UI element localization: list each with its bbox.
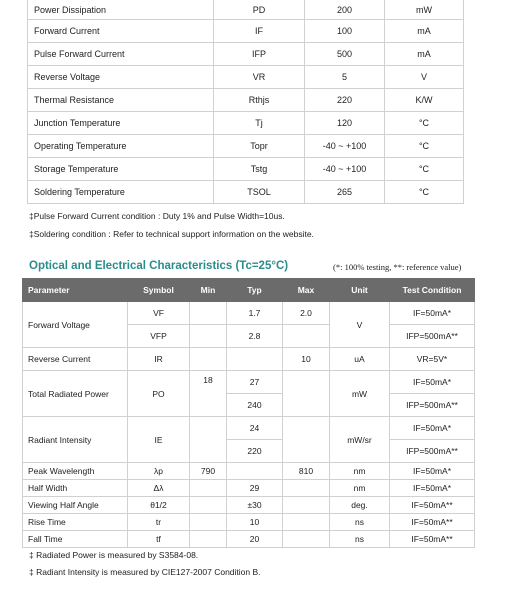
cell-symbol: VFP — [128, 325, 190, 348]
section-note: (*: 100% testing, **: reference value) — [333, 262, 462, 272]
cell-condition: IF=50mA** — [390, 514, 475, 531]
cell-unit: K/W — [385, 89, 464, 112]
cell-typ: 220 — [227, 440, 283, 463]
cell-symbol: TSOL — [214, 181, 305, 204]
characteristics-table — [22, 278, 475, 548]
table-row — [28, 89, 464, 112]
table-row — [23, 371, 475, 394]
cell-symbol: IFP — [214, 43, 305, 66]
cell-unit: °C — [385, 181, 464, 204]
param-total-radiated-power: Total Radiated Power — [23, 371, 128, 417]
cell-condition: IF=50mA* — [390, 371, 475, 394]
cell-condition: IF=50mA** — [390, 531, 475, 548]
cell-symbol: θ1/2 — [128, 497, 190, 514]
cell-unit: mW — [330, 371, 390, 417]
cell-parameter: Forward Current — [28, 20, 214, 43]
cell-unit: °C — [385, 112, 464, 135]
cell-max: 810 — [283, 463, 330, 480]
cell-unit: ns — [330, 531, 390, 548]
cell-condition: IFP=500mA** — [390, 440, 475, 463]
cell-value: -40 ~ +100 — [305, 158, 385, 181]
cell-symbol: PD — [214, 0, 305, 20]
cell-unit: V — [385, 66, 464, 89]
table-row — [28, 181, 464, 204]
cell-symbol: IF — [214, 20, 305, 43]
param-reverse-current: Reverse Current — [23, 348, 128, 371]
table-row — [23, 302, 475, 325]
cell-symbol: VF — [128, 302, 190, 325]
cell-max: 2.0 — [283, 302, 330, 325]
table-row — [28, 43, 464, 66]
param-fall-time: Fall Time — [23, 531, 128, 548]
header-row — [23, 279, 475, 302]
cell-condition: IF=50mA* — [390, 417, 475, 440]
cell-unit: deg. — [330, 497, 390, 514]
cell-unit: mW — [385, 0, 464, 20]
cell-typ: 240 — [227, 394, 283, 417]
cell-typ: 27 — [227, 371, 283, 394]
cell-symbol: Tj — [214, 112, 305, 135]
cell-unit: uA — [330, 348, 390, 371]
cell-symbol: Topr — [214, 135, 305, 158]
header-min: Min — [190, 279, 227, 302]
table-row — [23, 480, 475, 497]
cell-typ: 29 — [227, 480, 283, 497]
cell-parameter: Power Dissipation — [28, 0, 214, 20]
cell-parameter: Thermal Resistance — [28, 89, 214, 112]
cell-value: 5 — [305, 66, 385, 89]
table-row — [23, 497, 475, 514]
cell-symbol: VR — [214, 66, 305, 89]
cell-value: 120 — [305, 112, 385, 135]
cell-parameter: Pulse Forward Current — [28, 43, 214, 66]
cell-max: 10 — [283, 348, 330, 371]
cell-symbol: Rthjs — [214, 89, 305, 112]
header-parameter: Parameter — [23, 279, 128, 302]
cell-typ: 20 — [227, 531, 283, 548]
param-radiant-intensity: Radiant Intensity — [23, 417, 128, 463]
cell-unit: V — [330, 302, 390, 348]
cell-symbol: Δλ — [128, 480, 190, 497]
footnote-soldering: ‡Soldering condition : Refer to technical support information on the website. — [29, 229, 314, 239]
table-row — [28, 158, 464, 181]
header-typ: Typ — [227, 279, 283, 302]
footnote-radiated-power: ‡ Radiated Power is measured by S3584-08. — [29, 550, 199, 560]
cell-parameter: Soldering Temperature — [28, 181, 214, 204]
table-row — [23, 463, 475, 480]
cell-condition: VR=5V* — [390, 348, 475, 371]
cell-symbol: IR — [128, 348, 190, 371]
cell-unit: mA — [385, 43, 464, 66]
cell-unit: nm — [330, 463, 390, 480]
param-rise-time: Rise Time — [23, 514, 128, 531]
cell-value: -40 ~ +100 — [305, 135, 385, 158]
table-row — [28, 66, 464, 89]
param-viewing-half-angle: Viewing Half Angle — [23, 497, 128, 514]
cell-condition: IF=50mA* — [390, 463, 475, 480]
footnote-pulse-current: ‡Pulse Forward Current condition : Duty 1% and Pulse Width=10us. — [29, 211, 285, 221]
absolute-ratings-body — [28, 0, 464, 204]
cell-symbol: PO — [128, 371, 190, 417]
table-row — [28, 20, 464, 43]
header-max: Max — [283, 279, 330, 302]
cell-unit: ns — [330, 514, 390, 531]
param-half-width: Half Width — [23, 480, 128, 497]
cell-min: 18 — [190, 371, 227, 417]
cell-typ: 2.8 — [227, 325, 283, 348]
footnote-radiant-intensity: ‡ Radiant Intensity is measured by CIE127-2007 Condition B. — [29, 567, 261, 577]
cell-symbol: Tstg — [214, 158, 305, 181]
cell-typ: ±30 — [227, 497, 283, 514]
absolute-ratings-table — [27, 0, 464, 204]
cell-parameter: Reverse Voltage — [28, 66, 214, 89]
table-row — [28, 112, 464, 135]
header-test-condition: Test Condition — [390, 279, 475, 302]
cell-value: 200 — [305, 0, 385, 20]
cell-symbol: λp — [128, 463, 190, 480]
cell-value: 220 — [305, 89, 385, 112]
cell-min: 790 — [190, 463, 227, 480]
cell-parameter: Operating Temperature — [28, 135, 214, 158]
cell-condition: IFP=500mA** — [390, 325, 475, 348]
cell-symbol: IE — [128, 417, 190, 463]
table-row — [28, 135, 464, 158]
table-row — [23, 514, 475, 531]
cell-value: 265 — [305, 181, 385, 204]
cell-symbol: tf — [128, 531, 190, 548]
cell-typ: 1.7 — [227, 302, 283, 325]
cell-condition: IF=50mA* — [390, 480, 475, 497]
cell-typ: 10 — [227, 514, 283, 531]
header-unit: Unit — [330, 279, 390, 302]
cell-unit: °C — [385, 158, 464, 181]
table-row — [23, 348, 475, 371]
table-row — [28, 0, 464, 20]
param-forward-voltage: Forward Voltage — [23, 302, 128, 348]
cell-typ: 24 — [227, 417, 283, 440]
cell-unit: mA — [385, 20, 464, 43]
cell-symbol: tr — [128, 514, 190, 531]
param-peak-wavelength: Peak Wavelength — [23, 463, 128, 480]
cell-unit: nm — [330, 480, 390, 497]
section-title: Optical and Electrical Characteristics (Tc=25°C) — [29, 260, 289, 272]
cell-condition: IF=50mA** — [390, 497, 475, 514]
header-symbol: Symbol — [128, 279, 190, 302]
cell-parameter: Storage Temperature — [28, 158, 214, 181]
cell-value: 100 — [305, 20, 385, 43]
cell-value: 500 — [305, 43, 385, 66]
table-row — [23, 417, 475, 440]
cell-condition: IFP=500mA** — [390, 394, 475, 417]
cell-unit: mW/sr — [330, 417, 390, 463]
cell-condition: IF=50mA* — [390, 302, 475, 325]
cell-parameter: Junction Temperature — [28, 112, 214, 135]
table-row — [23, 531, 475, 548]
cell-unit: °C — [385, 135, 464, 158]
